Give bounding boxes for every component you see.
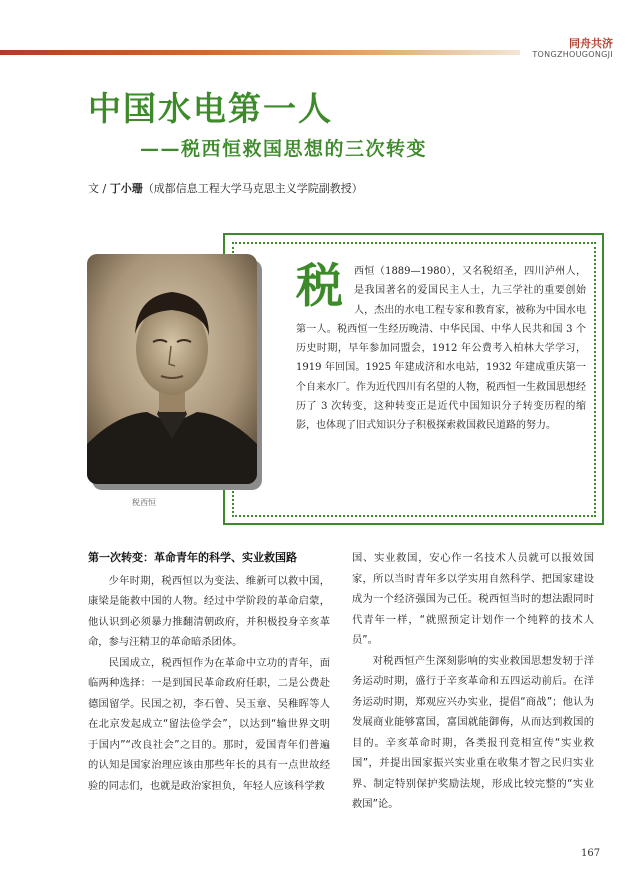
author-name: 丁小珊 [109,182,143,195]
byline [88,180,363,196]
body-paragraph: 少年时期，税西恒以为变法、维新可以救中国，康梁是能救中国的人物。经过中学阶段的革命启蒙，他认识到必须暴力推翻清朝政府，并积极投身辛亥革命，参与汪精卫的革命暗杀团体。 [88,574,330,648]
intro-text-block [296,259,586,436]
body-column-right [352,548,594,815]
page-number: 167 [581,848,601,859]
body-paragraph: 民国成立，税西恒作为在革命中立功的青年，面临两种选择：一是到国民革命政府任职，二是公费赴德国留学。民国之初，李石曾、吴玉章、吴稚晖等人在北京发起成立“留法俭学会”，以达到“输世界文明于国内”“改良社会”之目的。那时，爱国青年们普遍的认知是国家治理应该由那些年长的具有一点世故经验的同志们，也就是政治家担负，年轻人应该科学救 [88,656,330,792]
portrait-illustration [87,254,257,484]
header-color-bar [0,50,520,55]
intro-text: 西恒（1889—1980），又名税绍圣，四川泸州人，是我国著名的爱国民主人士，九三学社的重要创始人，杰出的水电工程专家和教育家，被称为中国水电第一人。税西恒一生经历晚清、中华民国、中华人民共和国 3 个历史时期，早年参加同盟会，1912 年公费考入柏林大学学习，1919 年回国。1925 年建成济和水电站，1932 年建成重庆第一个自来水厂。作为近代四川有名望的人物，税西恒一生救国思想经历了 3 次转变，这种转变正是近代中国知识分子转变历程的缩影，也体现了旧式知识分子积极探索救国救民道路的努力。 [296,266,586,432]
photo-caption: 税西恒 [132,498,156,507]
column-name: 同舟共济 [569,37,613,50]
article-title: 中国水电第一人 [88,89,333,128]
dropcap: 税 [296,259,343,314]
portrait-photo [87,254,257,484]
body-column-left [88,548,330,796]
section-heading: 第一次转变：革命青年的科学、实业救国路 [88,551,297,564]
article-subtitle: ——税西恒救国思想的三次转变 [140,138,428,160]
author-affiliation: （成都信息工程大学马克思主义学院副教授） [142,182,363,195]
body-paragraph: 对税西恒产生深刻影响的实业救国思想发轫于洋务运动时期，盛行于辛亥革命和五四运动前后。在洋务运动时期，郑观应兴办实业，提倡“商战”；他认为发展商业能够富国，富国就能御侮，从而达到救国的目的。辛亥革命时期，各类报刊竞相宣传“实业救国”，并提出国家振兴实业重在收集才智之民归实业界、制定特别保护奖励法规，形成比较完整的“实业救国”论。 [352,654,594,810]
body-paragraph: 国、实业救国，安心作一名技术人员就可以报效国家，所以当时青年多以学实用自然科学、把国家建设成为一个经济强国为己任。税西恒当时的想法跟同时代青年一样，“就照预定计划作一个纯粹的技术人员”。 [352,552,594,646]
column-pinyin: TONGZHOUGONGJI [532,50,613,59]
byline-prefix: 文 / [88,182,107,195]
